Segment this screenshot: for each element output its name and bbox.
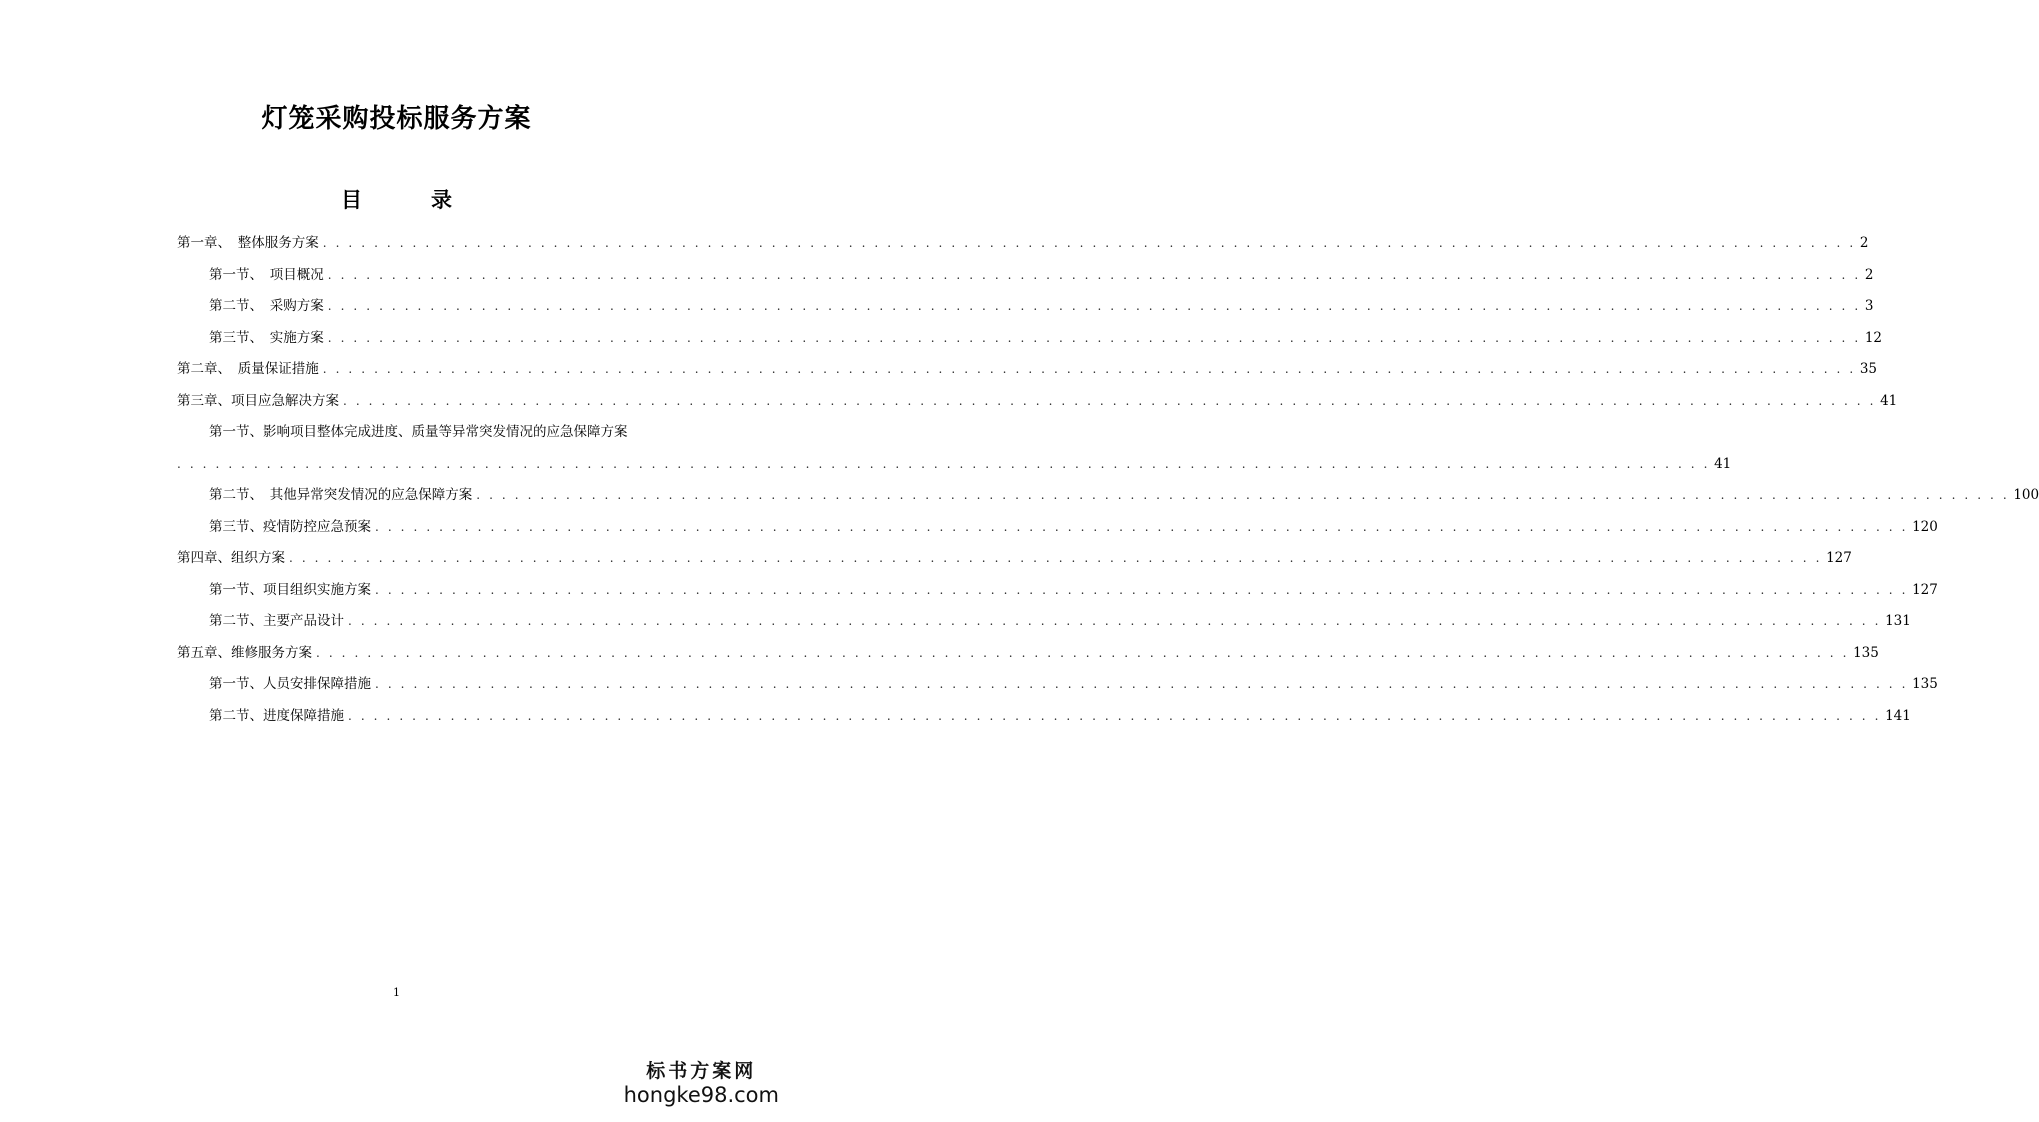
toc-entry[interactable] (177, 480, 2039, 512)
watermark-site-name: 标书方案网 (646, 1060, 757, 1082)
toc-entry[interactable] (177, 606, 1911, 638)
toc-dot-leader: . . . . . . . . . . . . . . . . . . . . . . . . . . . . . . . . . . . . . . . . . . . . . . . . . . . . . . . . . . . . . . . . . . . . . . . . . . . . . . . . . . . . . . . . . . . . . . . . . . . . . . . . . . . . . . . . . . . . . . . . (476, 488, 2010, 502)
watermark-logo (624, 1060, 779, 1108)
page-number: 1 (393, 986, 400, 999)
toc-entry[interactable] (177, 417, 699, 449)
toc-entry[interactable] (177, 354, 1877, 386)
toc-dot-leader: . . . . . . . . . . . . . . . . . . . . . . . . . . . . . . . . . . . . . . . . . . . . . . . . . . . . . . . . . . . . . . . . . . . . . . . . . . . . . . . . . . . . . . . . . . . . . . . . . . . . . . . . . . . . . . . . . . . . . . . . (327, 267, 1861, 282)
toc-entry-label: 第三节、 实施方案 (209, 329, 324, 346)
toc-dot-leader: . . . . . . . . . . . . . . . . . . . . . . . . . . . . . . . . . . . . . . . . . . . . . . . . . . . . . . . . . . . . . . . . . . . . . . . . . . . . . . . . . . . . . . . . . . . . . . . . . . . . . . . . . . . . . . . . . . . . . . . . (327, 330, 1861, 345)
toc-entry-label: 第三节、疫情防控应急预案 (209, 518, 371, 535)
table-of-contents (177, 228, 2039, 732)
toc-entry-label: 第二节、 其他异常突发情况的应急保障方案 (209, 487, 473, 503)
toc-heading: 目 录 (341, 188, 476, 212)
toc-entry-page: 131 (1885, 613, 1911, 629)
toc-entry[interactable] (177, 260, 1874, 292)
toc-dot-leader: . . . . . . . . . . . . . . . . . . . . . . . . . . . . . . . . . . . . . . . . . . . . . . . . . . . . . . . . . . . . . . . . . . . . . . . . . . . . . . . . . . . . . . . . . . . . . . . . . . . . . . . . . . . . . . . . . . . . . . . . (348, 614, 1882, 628)
toc-dot-leader: . . . . . . . . . . . . . . . . . . . . . . . . . . . . . . . . . . . . . . . . . . . . . . . . . . . . . . . . . . . . . . . . . . . . . . . . . . . . . . . . . . . . . . . . . . . . . . . . . . . . . . . . . . . . . . . . . . . . . . . . (289, 551, 1823, 565)
toc-entry[interactable] (177, 291, 1874, 323)
toc-entry-label: 第三章、项目应急解决方案 (177, 392, 339, 409)
toc-entry-page: 100 (2013, 487, 2039, 503)
toc-entry[interactable] (177, 512, 1938, 544)
toc-dot-leader: . . . . . . . . . . . . . . . . . . . . . . . . . . . . . . . . . . . . . . . . . . . . . . . . . . . . . . . . . . . . . . . . . . . . . . . . . . . . . . . . . . . . . . . . . . . . . . . . . . . . . . . . . . . . . . . . . . . . . . . . (316, 645, 1850, 660)
toc-entry-label: 第一章、 整体服务方案 (177, 235, 319, 251)
toc-entry-page: 135 (1853, 644, 1879, 661)
toc-dot-leader: . . . . . . . . . . . . . . . . . . . . . . . . . . . . . . . . . . . . . . . . . . . . . . . . . . . . . . . . . . . . . . . . . . . . . . . . . . . . . . . . . . . . . . . . . . . . . . . . . . . . . . . . . . . . . . . . . . . . . . . . (375, 677, 1909, 691)
watermark-url: hongke98.com (623, 1083, 779, 1107)
toc-entry-page: 127 (1912, 581, 1938, 598)
toc-entry-page: 141 (1885, 707, 1911, 724)
toc-entry-label: 第一节、人员安排保障措施 (209, 676, 371, 692)
toc-entry[interactable] (177, 669, 1938, 701)
toc-dot-leader: . . . . . . . . . . . . . . . . . . . . . . . . . . . . . . . . . . . . . . . . . . . . . . . . . . . . . . . . . . . . . . . . . . . . . . . . . . . . . . . . . . . . . . . . . . . . . . . . . . . . . . . . . . . . . . . . . . . . . . . . (348, 708, 1882, 723)
toc-entry-page: 3 (1864, 298, 1874, 314)
toc-entry[interactable] (177, 543, 1852, 575)
toc-entry-page: 120 (1912, 518, 1938, 535)
toc-entry-page: 41 (1880, 392, 1898, 409)
toc-entry-label: 第一节、项目组织实施方案 (209, 581, 371, 598)
toc-entry-label: 第四章、组织方案 (177, 550, 285, 566)
toc-entry-label: 第一节、影响项目整体完成进度、质量等异常突发情况的应急保障方案 (209, 424, 628, 440)
toc-entry-page: 135 (1912, 676, 1938, 692)
toc-entry-label: 第二节、主要产品设计 (209, 613, 344, 629)
toc-dot-leader: . . . . . . . . . . . . . . . . . . . . . . . . . . . . . . . . . . . . . . . . . . . . . . . . . . . . . . . . . . . . . . . . . . . . . . . . . . . . . . . . . . . . . . . . . . . . . . . . . . . . . . . . . . . . . . . . . . . . . . . . (327, 299, 1861, 313)
toc-dot-leader: . . . . . . . . . . . . . . . . . . . . . . . . . . . . . . . . . . . . . . . . . . . . . . . . . . . . . . . . . . . . . . . . . . . . . . . . . . . . . . . . . . . . . . . . . . . . . . . . . . . . . . . . . . . . . . . . . . . . . . . . (375, 519, 1909, 534)
toc-entry-label: 第二章、 质量保证措施 (177, 361, 319, 377)
toc-dot-leader: . . . . . . . . . . . . . . . . . . . . . . . . . . . . . . . . . . . . . . . . . . . . . . . . . . . . . . . . . . . . . . . . . . . . . . . . . . . . . . . . . . . . . . . . . . . . . . . . . . . . . . . . . . . . . . . . . . . . . . . . (322, 362, 1856, 376)
toc-entry[interactable] (177, 228, 1869, 260)
toc-entry[interactable] (177, 638, 1879, 670)
toc-entry-page: 12 (1864, 329, 1882, 346)
toc-entry-continuation[interactable] (177, 449, 1732, 481)
toc-entry[interactable] (177, 701, 1911, 733)
toc-entry[interactable] (177, 386, 1898, 418)
toc-entry-page: 41 (1714, 455, 1732, 472)
toc-entry-label: 第二节、进度保障措施 (209, 707, 344, 724)
toc-dot-leader: . . . . . . . . . . . . . . . . . . . . . . . . . . . . . . . . . . . . . . . . . . . . . . . . . . . . . . . . . . . . . . . . . . . . . . . . . . . . . . . . . . . . . . . . . . . . . . . . . . . . . . . . . . . . . . . . . . . . . . . . (177, 456, 1711, 471)
toc-entry-page: 35 (1859, 361, 1877, 377)
toc-entry-page: 2 (1859, 235, 1869, 251)
toc-entry-label: 第五章、维修服务方案 (177, 644, 312, 661)
toc-entry[interactable] (177, 575, 1938, 607)
toc-entry-page: 127 (1826, 550, 1852, 566)
document-title: 灯笼采购投标服务方案 (261, 104, 532, 134)
toc-dot-leader: . . . . . . . . . . . . . . . . . . . . . . . . . . . . . . . . . . . . . . . . . . . . . . . . . . . . . . . . . . . . . . . . . . . . . . . . . . . . . . . . . . . . . . . . . . . . . . . . . . . . . . . . . . . . . . . . . . . . . . . . (343, 393, 1877, 408)
toc-entry[interactable] (177, 323, 1882, 355)
toc-dot-leader: . . . . . . . . . . . . . . . . . . . . . . . . . . . . . . . . . . . . . . . . . . . . . . . . . . . . . . . . . . . . . . . . . . . . . . . . . . . . . . . . . . . . . . . . . . . . . . . . . . . . . . . . . . . . . . . . . . . . . . . . (375, 582, 1909, 597)
toc-entry-page: 2 (1864, 266, 1874, 283)
toc-entry-label: 第一节、 项目概况 (209, 266, 324, 283)
toc-entry-label: 第二节、 采购方案 (209, 298, 324, 314)
toc-dot-leader: . . . . . . . . . . . . . . . . . . . . . . . . . . . . . . . . . . . . . . . . . . . . . . . . . . . . . . . . . . . . . . . . . . . . . . . . . . . . . . . . . . . . . . . . . . . . . . . . . . . . . . . . . . . . . . . . . . . . . . . . (322, 236, 1856, 250)
